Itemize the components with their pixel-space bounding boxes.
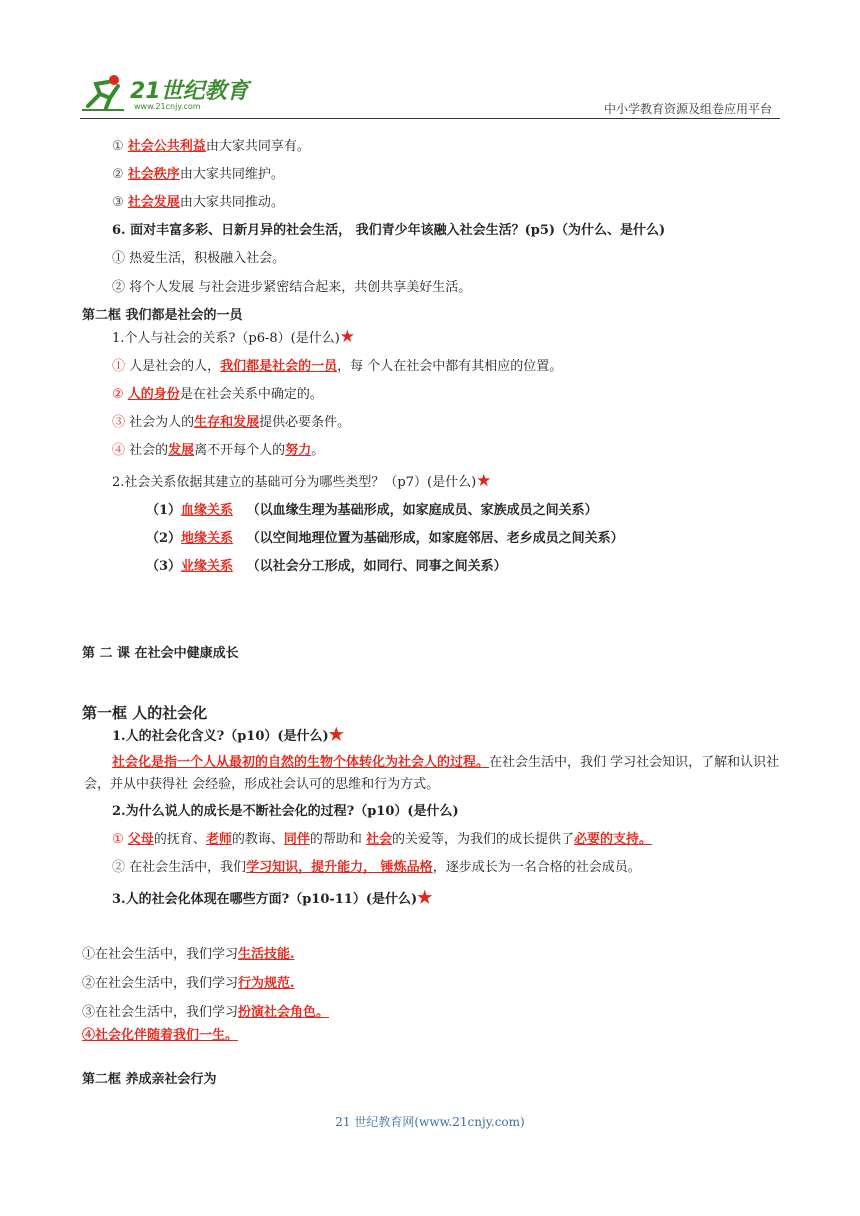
list-item: （2）地缘关系 （以空间地理位置为基础形成，如家庭邻居、老乡成员之间关系） xyxy=(146,531,624,546)
logo-text: 21世纪教育 xyxy=(130,79,249,104)
section-title: 第二框 养成亲社会行为 xyxy=(82,1072,217,1087)
list-item: ② 将个人发展 与社会进步紧密结合起来，共创共享美好生活。 xyxy=(112,280,472,295)
question-heading: 3.人的社会化体现在哪些方面?（p10-11）(是什么)★ xyxy=(112,888,433,908)
list-item: ③在社会生活中，我们学习扮演社会角色。 xyxy=(82,1005,330,1020)
question-heading: 1.人的社会化含义?（p10）(是什么)★ xyxy=(112,725,344,745)
list-item: ③ 社会为人的生存和发展提供必要条件。 xyxy=(112,415,351,430)
list-item: （3）业缘关系 （以社会分工形成，如同行、同事之间关系） xyxy=(146,559,507,574)
section-title: 第二框 我们都是社会的一员 xyxy=(82,308,243,323)
list-item: （1）血缘关系 （以血缘生理为基础形成，如家庭成员、家族成员之间关系） xyxy=(146,503,598,518)
list-item: ② 人的身份是在社会关系中确定的。 xyxy=(112,387,323,402)
list-item: ④社会化伴随着我们一生。 xyxy=(82,1028,239,1043)
star-icon: ★ xyxy=(476,471,492,491)
header-divider xyxy=(80,118,780,119)
list-item: ① 社会公共利益由大家共同享有。 xyxy=(112,139,310,154)
runner-logo-icon xyxy=(80,72,130,112)
question-heading: 6. 面对丰富多彩、日新月异的社会生活， 我们青少年该融入社会生活？(p5)（为什么、是什么) xyxy=(112,223,666,238)
question-heading: 2.为什么说人的成长是不断社会化的过程?（p10）(是什么) xyxy=(112,804,459,819)
list-item: ①在社会生活中，我们学习生活技能. xyxy=(82,947,295,962)
list-item: ③ 社会发展由大家共同推动。 xyxy=(112,195,284,210)
list-item: ① 父母的抚育、老师的教诲、同伴的帮助和 社会的关爱等，为我们的成长提供了必要的支持。 xyxy=(112,832,653,847)
question-heading: 2.社会关系依据其建立的基础可分为哪些类型？（p7）(是什么)★ xyxy=(112,471,492,491)
star-icon: ★ xyxy=(328,725,344,745)
lesson-title: 第 二 课 在社会中健康成长 xyxy=(82,646,239,661)
list-item: ② 社会秩序由大家共同维护。 xyxy=(112,167,284,182)
list-item: ① 人是社会的人，我们都是社会的一员，每 个人在社会中都有其相应的位置。 xyxy=(112,359,563,374)
list-item: ① 热爱生活，积极融入社会。 xyxy=(112,251,286,266)
star-icon: ★ xyxy=(339,327,356,347)
logo-subtitle: www.21cnjy.com xyxy=(134,102,201,111)
list-item: ②在社会生活中，我们学习行为规范. xyxy=(82,976,295,991)
list-item: ④ 社会的发展离不开每个人的努力。 xyxy=(112,443,325,458)
header-right-text: 中小学教育资源及组卷应用平台 xyxy=(603,102,772,116)
question-heading: 1.个人与社会的关系?（p6-8）(是什么)★ xyxy=(112,327,356,347)
paragraph: 社会化是指一个人从最初的自然的生物个体转化为社会人的过程。在社会生活中，我们 学习社会知识，了解和认识社会，并从中获得社 会经验，形成社会认可的思维和行为方式。 xyxy=(84,755,780,792)
list-item: ② 在社会生活中，我们学习知识，提升能力， 锤炼品格，逐步成长为一名合格的社会成员。 xyxy=(112,860,641,875)
section-title: 第一框 人的社会化 xyxy=(82,704,208,722)
star-icon: ★ xyxy=(417,888,433,908)
logo[interactable] xyxy=(80,70,250,114)
footer-link[interactable]: 21 世纪教育网(www.21cnjy.com) xyxy=(335,1115,525,1129)
